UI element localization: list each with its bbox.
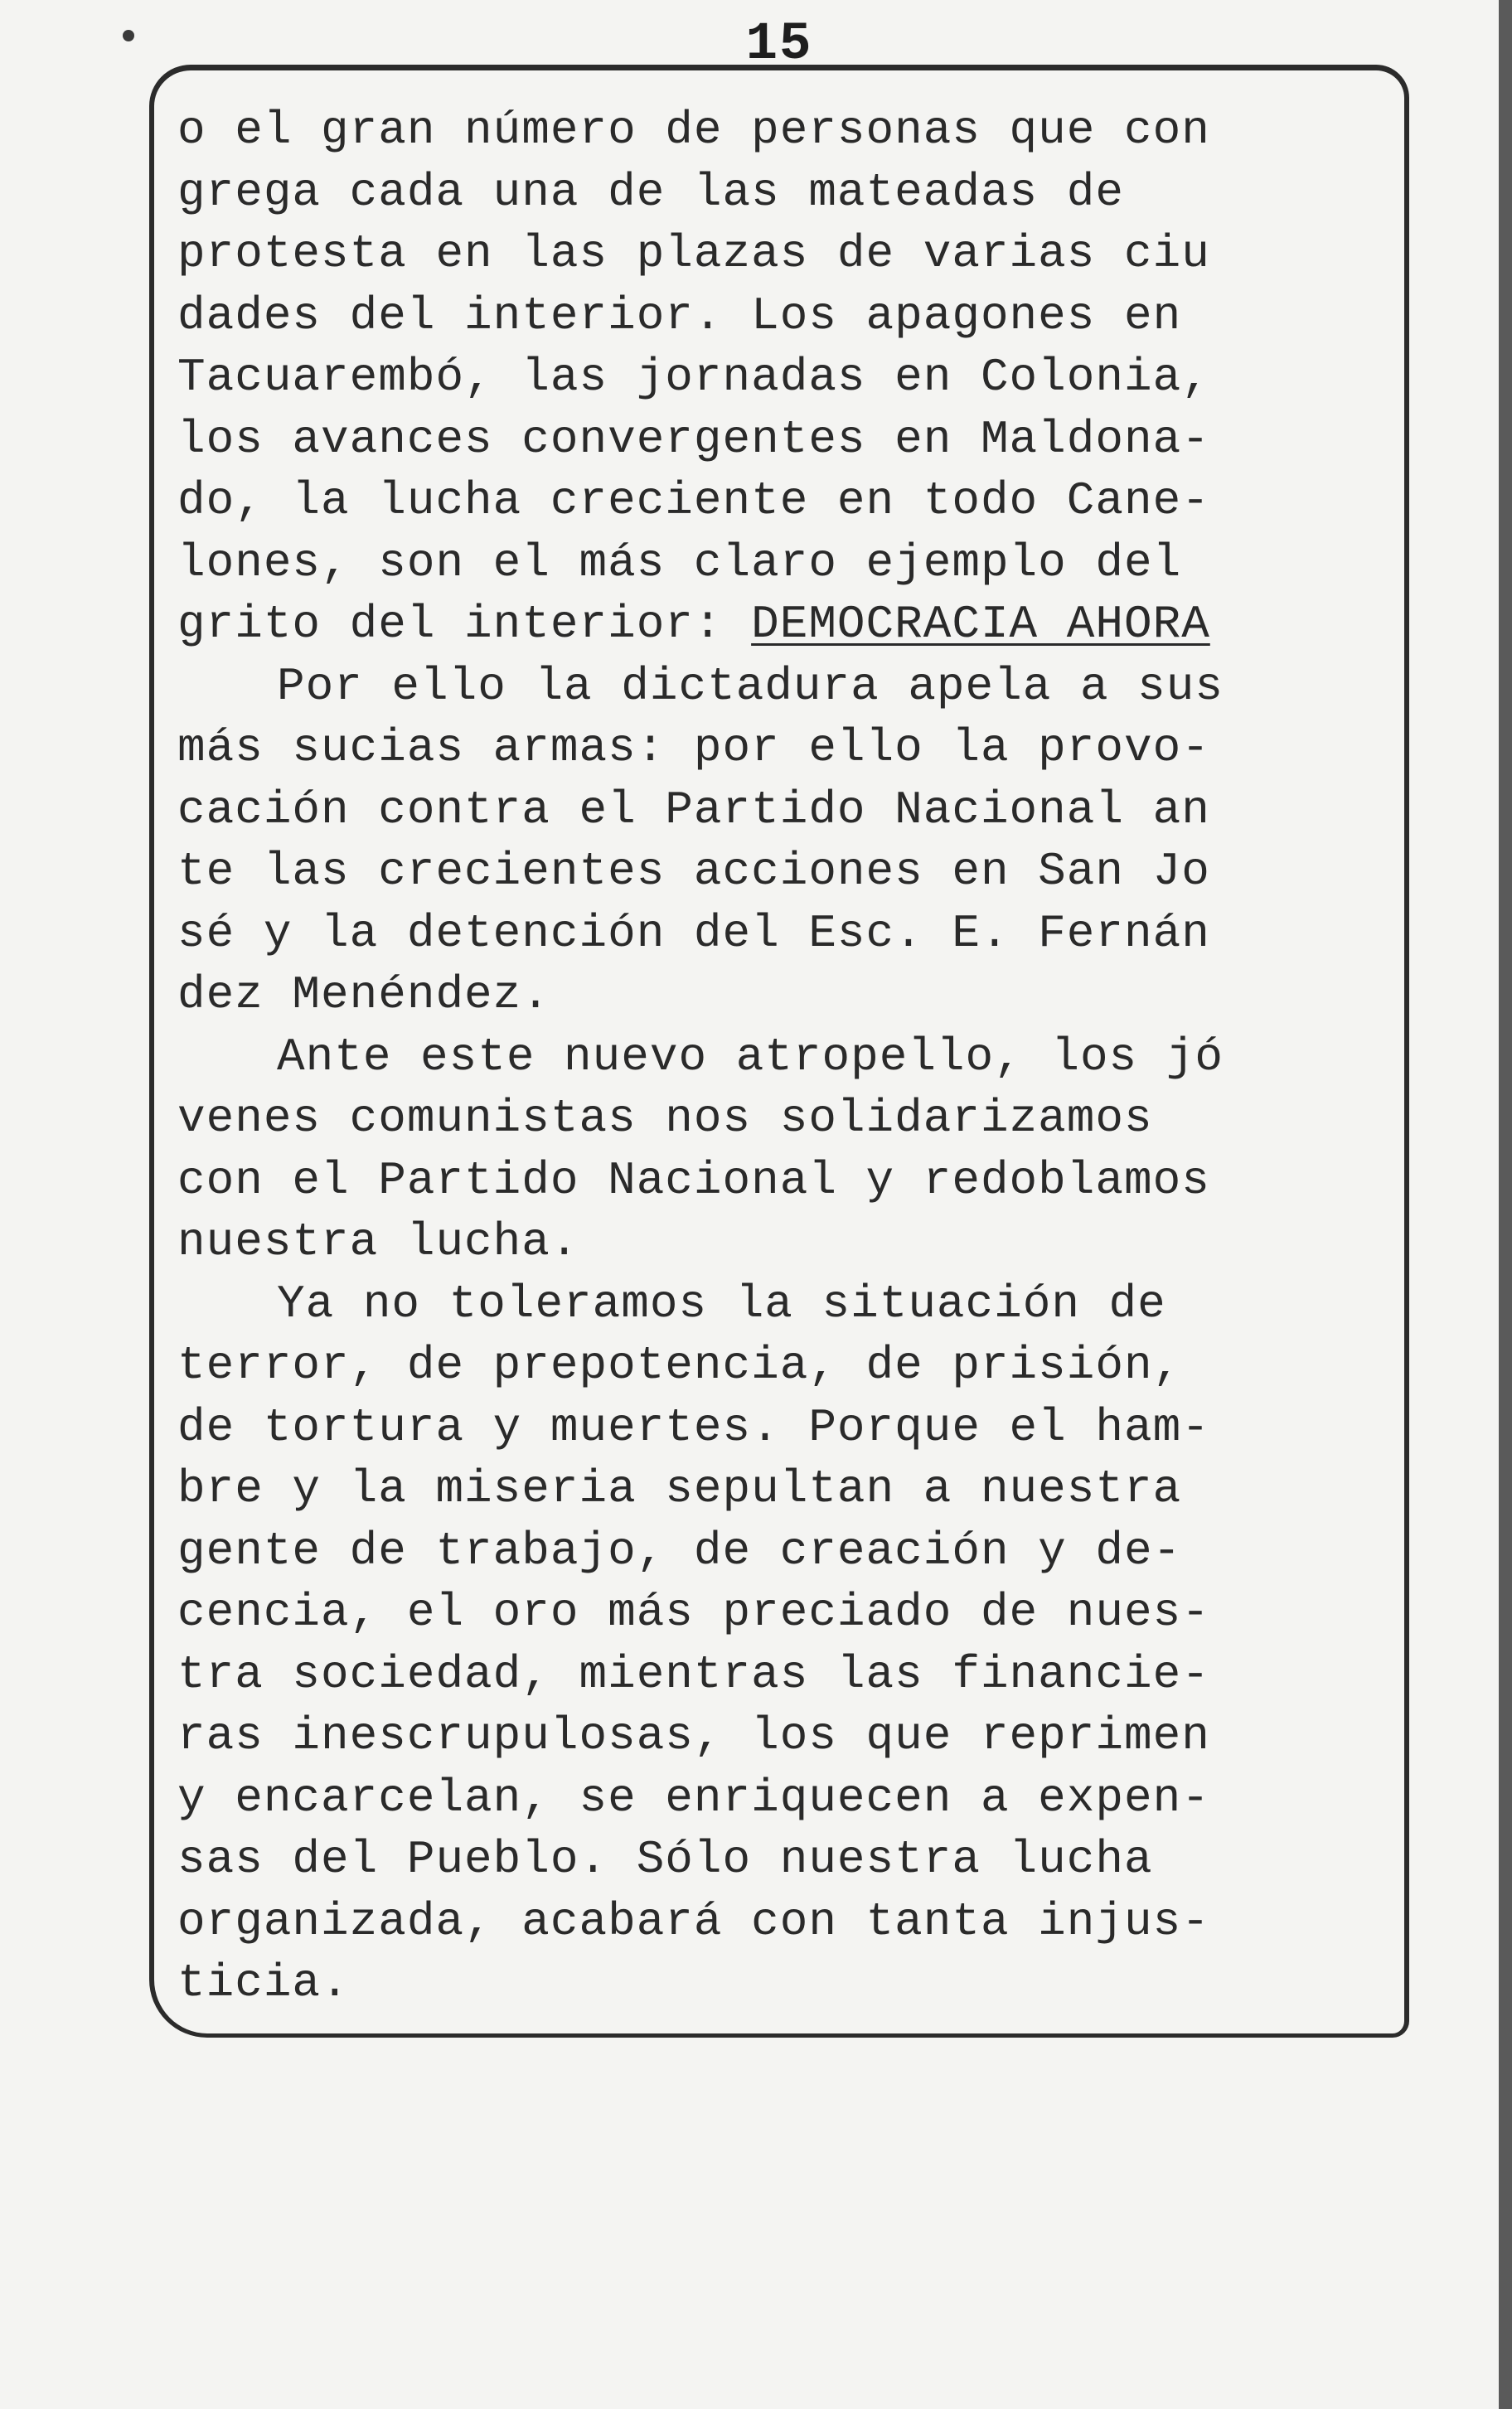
text-line: venes comunistas nos solidarizamos bbox=[177, 1092, 1153, 1145]
text-line: más sucias armas: por ello la provo- bbox=[177, 721, 1210, 774]
ink-mark bbox=[123, 30, 134, 41]
text-line: terror, de prepotencia, de prisión, bbox=[177, 1339, 1182, 1392]
text-line: los avances convergentes en Maldona- bbox=[177, 412, 1210, 466]
text-segment: grito del interior: bbox=[177, 598, 752, 651]
text-line: de tortura y muertes. Porque el ham- bbox=[177, 1400, 1210, 1454]
text-line: te las crecientes acciones en San Jo bbox=[177, 845, 1210, 898]
paragraph-1 bbox=[177, 99, 1396, 656]
text-line: sé y la detención del Esc. E. Fernán bbox=[177, 906, 1210, 960]
text-line: grega cada una de las mateadas de bbox=[177, 165, 1124, 219]
text-line: cación contra el Partido Nacional an bbox=[177, 783, 1210, 836]
text-line: y encarcelan, se enriquecen a expen- bbox=[177, 1771, 1210, 1825]
text-line: nuestra lucha. bbox=[177, 1215, 579, 1268]
text-line: ras inescrupulosas, los que reprimen bbox=[177, 1709, 1210, 1762]
text-line: organizada, acabará con tanta injus- bbox=[177, 1894, 1210, 1948]
paragraph-2 bbox=[177, 656, 1396, 1026]
text-line: protesta en las plazas de varias ciu bbox=[177, 227, 1210, 280]
text-line: gente de trabajo, de creación y de- bbox=[177, 1524, 1182, 1578]
paragraph-3 bbox=[177, 1026, 1396, 1273]
slogan-democracia-ahora: DEMOCRACIA AHORA bbox=[751, 598, 1210, 651]
body-text bbox=[177, 99, 1396, 2014]
text-line: do, la lucha creciente en todo Cane- bbox=[177, 474, 1210, 527]
text-line: con el Partido Nacional y redoblamos bbox=[177, 1153, 1210, 1207]
text-line: tra sociedad, mientras las financie- bbox=[177, 1647, 1210, 1701]
text-line: Por ello la dictadura apela a sus bbox=[277, 659, 1224, 713]
page-number: 15 bbox=[745, 15, 813, 75]
text-line: ticia. bbox=[177, 1956, 350, 2009]
text-line: dez Menéndez. bbox=[177, 968, 550, 1021]
scan-edge bbox=[1499, 0, 1512, 2409]
text-line: bre y la miseria sepultan a nuestra bbox=[177, 1462, 1182, 1515]
text-line: sas del Pueblo. Sólo nuestra lucha bbox=[177, 1833, 1153, 1886]
paragraph-4 bbox=[177, 1273, 1396, 2014]
text-line: dades del interior. Los apagones en bbox=[177, 288, 1182, 342]
text-line-with-emphasis bbox=[177, 594, 1396, 656]
text-line: Tacuarembó, las jornadas en Colonia, bbox=[177, 351, 1210, 404]
text-line: Ante este nuevo atropello, los jó bbox=[277, 1030, 1224, 1083]
text-line: Ya no toleramos la situación de bbox=[277, 1277, 1166, 1331]
text-line: o el gran número de personas que con bbox=[177, 104, 1210, 157]
text-line: cencia, el oro más preciado de nues- bbox=[177, 1586, 1210, 1639]
text-line: lones, son el más claro ejemplo del bbox=[177, 536, 1182, 589]
